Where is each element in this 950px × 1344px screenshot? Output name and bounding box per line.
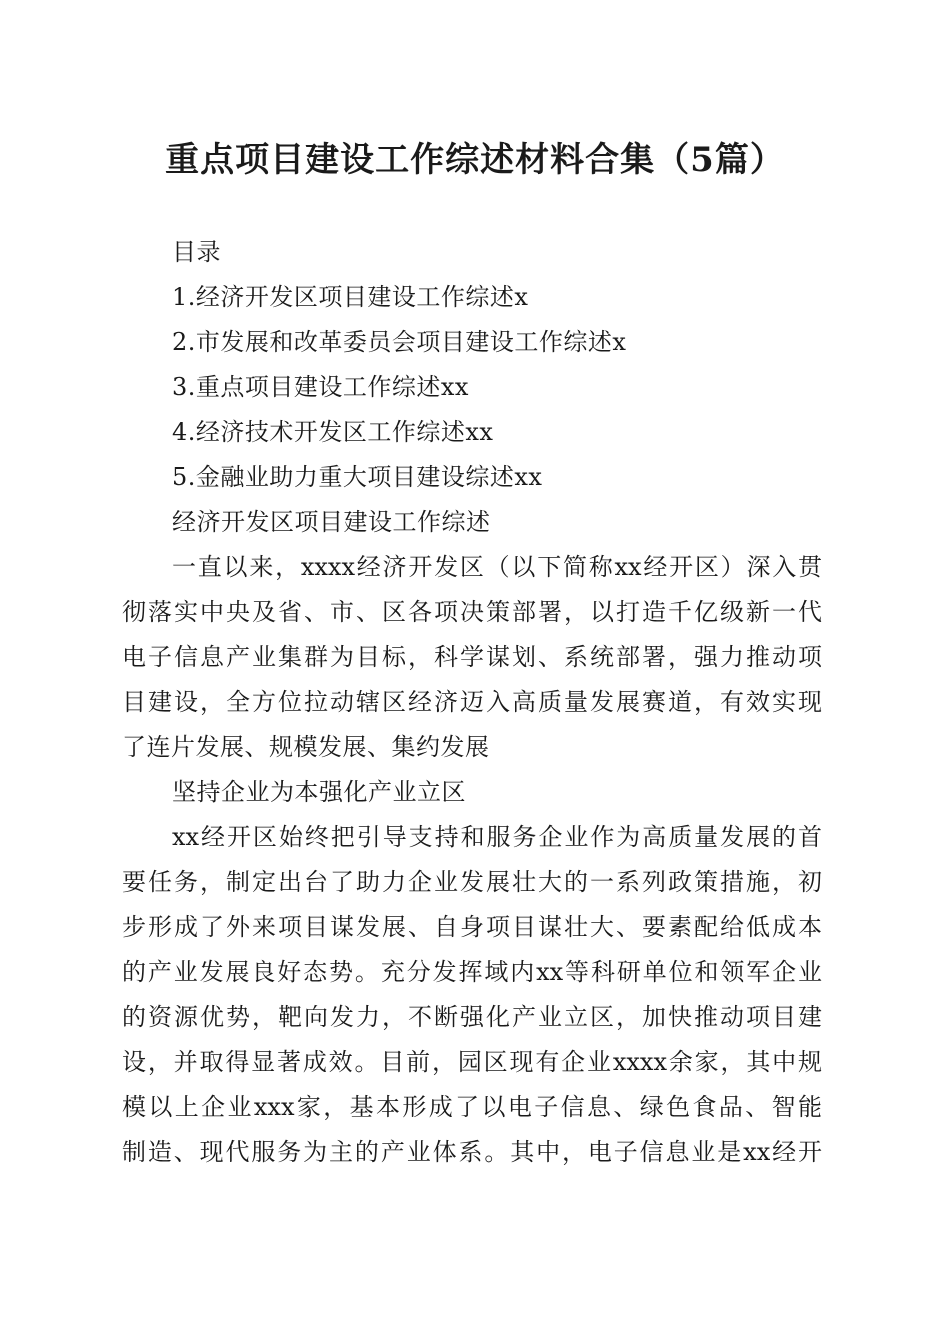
paragraph-line: xx经开区始终把引导支持和服务企业作为高质量发展的首	[172, 823, 822, 851]
toc-item: 4.经济技术开发区工作综述xx	[172, 418, 494, 446]
toc-item: 5.金融业助力重大项目建设综述xx	[172, 463, 543, 491]
paragraph-line: 彻落实中央及省、市、区各项决策部署，以打造千亿级新一代	[122, 598, 822, 626]
paragraph-line: 一直以来，xxxx经济开发区（以下简称xx经开区）深入贯	[172, 553, 822, 581]
paragraph-line: 的产业发展良好态势。充分发挥域内xx等科研单位和领军企业	[122, 958, 822, 986]
paragraph-line: 了连片发展、规模发展、集约发展	[122, 733, 490, 761]
paragraph-line: 设，并取得显著成效。目前，园区现有企业xxxx余家，其中规	[122, 1048, 822, 1076]
paragraph-line: 目建设，全方位拉动辖区经济迈入高质量发展赛道，有效实现	[122, 688, 822, 716]
paragraph-line: 要任务，制定出台了助力企业发展壮大的一系列政策措施，初	[122, 868, 822, 896]
document-title: 重点项目建设工作综述材料合集（5篇）	[165, 140, 785, 180]
paragraph-line: 步形成了外来项目谋发展、自身项目谋壮大、要素配给低成本	[122, 913, 822, 941]
section-subheading: 坚持企业为本强化产业立区	[172, 778, 466, 806]
paragraph-line: 电子信息产业集群为目标，科学谋划、系统部署，强力推动项	[122, 643, 822, 671]
toc-item: 1.经济开发区项目建设工作综述x	[172, 283, 529, 311]
paragraph-line: 的资源优势，靶向发力，不断强化产业立区，加快推动项目建	[122, 1003, 822, 1031]
paragraph-line: 模以上企业xxx家，基本形成了以电子信息、绿色食品、智能	[122, 1093, 822, 1121]
toc-heading: 目录	[172, 238, 221, 266]
article-heading: 经济开发区项目建设工作综述	[172, 508, 491, 536]
toc-item: 3.重点项目建设工作综述xx	[172, 373, 469, 401]
toc-item: 2.市发展和改革委员会项目建设工作综述x	[172, 328, 627, 356]
paragraph-line: 制造、现代服务为主的产业体系。其中，电子信息业是xx经开	[122, 1138, 822, 1166]
